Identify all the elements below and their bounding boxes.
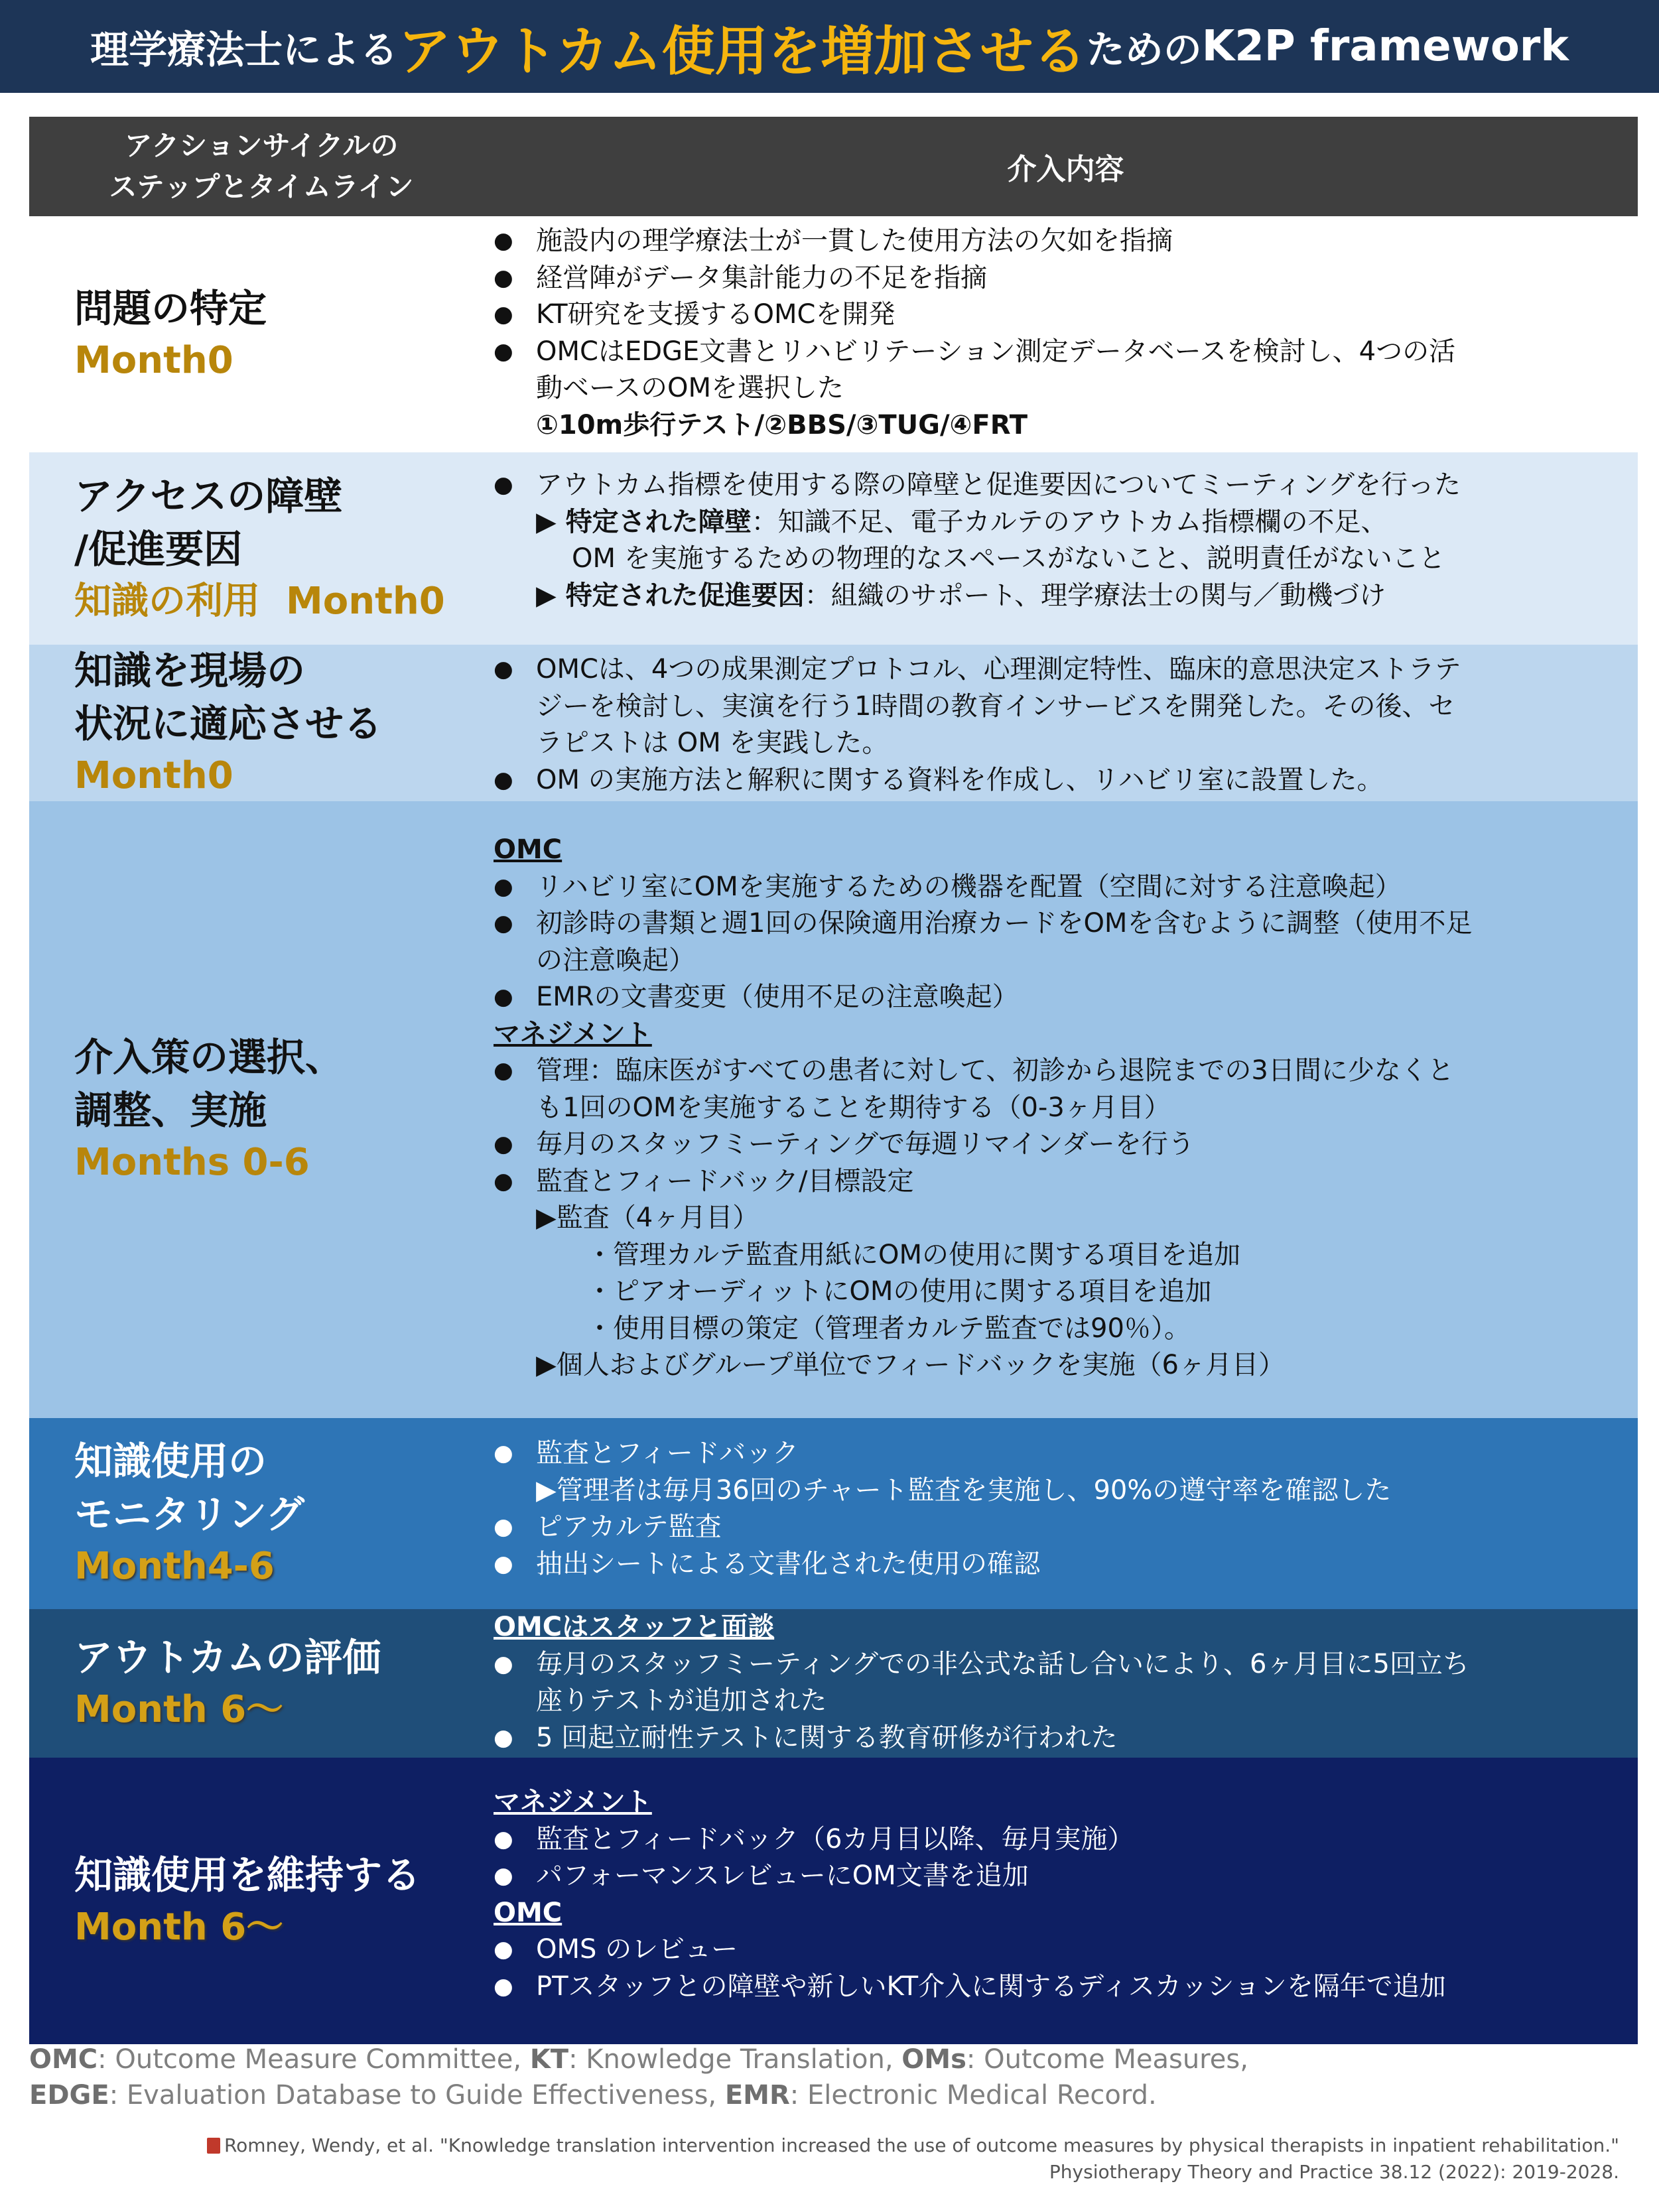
list-item: ● OMS のレビュー	[494, 1931, 1625, 1969]
step-label: 状況に適応させる	[74, 701, 383, 746]
item-text: パフォーマンスレビューにOM文書を追加	[536, 1860, 1029, 1891]
item-text: 経営陣がデータ集計能力の不足を指摘	[536, 262, 987, 293]
list-item: ● 施設内の理学療法士が一貫した使用方法の欠如を指摘	[494, 223, 1625, 260]
section-heading: OMCはスタッフと面談	[494, 1612, 775, 1642]
item-text: 毎月のスタッフミーティングで毎週リマインダーを行う	[536, 1129, 1195, 1159]
abbr-key: OMs	[901, 2044, 966, 2075]
item-text: 施設内の理学療法士が一貫した使用方法の欠如を指摘	[536, 226, 1173, 256]
content-cell	[494, 452, 1638, 645]
item-text: 初診時の書類と週1回の保険適用治療カードをOMを含むように調整（使用不足	[536, 908, 1473, 939]
step-label: 知識使用を維持する	[74, 1853, 421, 1898]
abbr-key: OMC	[29, 2044, 98, 2075]
list-item-cont: も1回のOMを実施することを期待する（0-3ヶ月目）	[536, 1092, 1171, 1123]
content-cell	[494, 1609, 1638, 1758]
list-item: ● アウトカム指標を使用する際の障壁と促進要因についてミーティングを行った	[494, 467, 1625, 504]
sub-item: ▶ 特定された障壁 ：知識不足、電子カルテのアウトカム指標欄の不足、	[494, 504, 1625, 541]
abbr-line1	[29, 2042, 1248, 2077]
table-row-problem	[29, 216, 1638, 452]
timeline-label: Month 6〜	[74, 1906, 284, 1949]
list-item: ● KT研究を支援するOMCを開発	[494, 296, 1625, 334]
abbr-value: : Knowledge Translation,	[568, 2044, 902, 2075]
list-item-cont: 動ベースのOMを選択した	[536, 373, 844, 403]
list-item: ● ピアカルテ監査	[494, 1509, 1625, 1546]
list-item: ● 5 回起立耐性テストに関する教育研修が行われた	[494, 1720, 1625, 1757]
section-heading: OMC	[494, 834, 563, 865]
list-item: ● EMRの文書変更（使用不足の注意喚起）	[494, 979, 1625, 1016]
abbr-value: : Outcome Measures,	[966, 2044, 1248, 2075]
list-item: ● パフォーマンスレビューにOM文書を追加	[494, 1858, 1625, 1895]
list-item-cont: ラピストは OM を実践した。	[536, 728, 889, 758]
item-text: 監査とフィードバック（6カ月目以降、毎月実施）	[536, 1823, 1134, 1854]
timeline-month: Month0	[286, 580, 445, 623]
step-cell	[29, 645, 494, 801]
step-label: 知識を現場の	[74, 648, 306, 693]
section-heading: OMC	[494, 1897, 563, 1928]
list-item: ● 経営陣がデータ集計能力の不足を指摘	[494, 260, 1625, 297]
item-text: 5 回起立耐性テストに関する教育研修が行われた	[536, 1722, 1118, 1753]
citation-line2: Physiotherapy Theory and Practice 38.12 (2022): 2019-2028.	[1049, 2161, 1619, 2183]
list-item: ● 毎月のスタッフミーティングで毎週リマインダーを行う	[494, 1126, 1625, 1163]
timeline-prefix: 知識の利用	[74, 580, 260, 623]
timeline-label: Month4-6	[74, 1545, 275, 1588]
sub-item: ▶管理者は毎月36回のチャート監査を実施し、90%の遵守率を確認した	[536, 1474, 1392, 1506]
item-text: 監査とフィードバック	[536, 1438, 799, 1468]
item-text: OMCはEDGE文書とリハビリテーション測定データベースを検討し、4つの活	[536, 336, 1456, 367]
list-item: ● 管理：臨床医がすべての患者に対して、初診から退院までの3日間に少なくと	[494, 1053, 1625, 1090]
list-item-cont: の注意喚起）	[536, 944, 695, 976]
abbr-key: EDGE	[29, 2080, 109, 2111]
sub-label: 特定された促進要因	[565, 580, 805, 611]
sub-sub-item: ・使用目標の策定（管理者カルテ監査では90％）。	[586, 1313, 1191, 1344]
item-text: ：組織のサポート、理学療法士の関与／動機づけ	[804, 580, 1386, 611]
step-cell	[29, 801, 494, 1418]
step-cell	[29, 1758, 494, 2044]
step-label: モニタリング	[74, 1492, 304, 1537]
list-item: ● 監査とフィードバック/目標設定	[494, 1163, 1625, 1201]
content-cell	[494, 801, 1638, 1418]
list-item: ● 毎月のスタッフミーティングでの非公式な話し合いにより、6ヶ月目に5回立ち	[494, 1646, 1625, 1683]
item-text: 毎月のスタッフミーティングでの非公式な話し合いにより、6ヶ月目に5回立ち	[536, 1648, 1469, 1679]
list-item: ● 監査とフィードバック（6カ月目以降、毎月実施）	[494, 1821, 1625, 1858]
header-col2: 介入内容	[1007, 153, 1124, 186]
title-part2: ための	[1086, 27, 1202, 72]
title-part3: K2P framework	[1201, 22, 1569, 71]
item-text: EMRの文書変更（使用不足の注意喚起）	[536, 982, 1019, 1012]
list-item: ● OM の実施方法と解釈に関する資料を作成し、リハビリ室に設置した。	[494, 762, 1625, 799]
section-heading: マネジメント	[494, 1018, 652, 1049]
timeline-label	[74, 576, 494, 627]
header-col1-line2: ステップとタイムライン	[109, 170, 414, 203]
item-text: KT研究を支援するOMCを開発	[536, 299, 896, 330]
book-icon	[207, 2138, 220, 2154]
abbr-value: : Evaluation Database to Guide Effectiveness,	[109, 2080, 725, 2111]
timeline-label: Months 0-6	[74, 1141, 310, 1184]
sub-item: ▶ 特定された促進要因 ：組織のサポート、理学療法士の関与／動機づけ	[494, 578, 1625, 615]
item-text: ：知識不足、電子カルテのアウトカム指標欄の不足、	[751, 506, 1388, 537]
table-row-adapt	[29, 645, 1638, 801]
abbr-key: KT	[529, 2044, 569, 2075]
item-text: OM の実施方法と解釈に関する資料を作成し、リハビリ室に設置した。	[536, 764, 1384, 795]
timeline-label: Month 6〜	[74, 1688, 284, 1731]
step-label: /促進要因	[74, 527, 243, 572]
table-header	[29, 117, 1638, 216]
step-cell	[29, 452, 494, 645]
list-item: ● 初診時の書類と週1回の保険適用治療カードをOMを含むように調整（使用不足	[494, 905, 1625, 943]
list-item-cont: ジーを検討し、実演を行う1時間の教育インサービスを開発した。その後、セ	[536, 690, 1455, 722]
step-label: 知識使用の	[74, 1439, 267, 1484]
step-label: アクセスの障壁	[74, 474, 343, 519]
list-item: ● PTスタッフとの障壁や新しいKT介入に関するディスカッションを隔年で追加	[494, 1969, 1625, 2006]
citation	[207, 2132, 1619, 2185]
content-cell	[494, 1758, 1638, 2044]
item-text: OMCは、4つの成果測定プロトコル、心理測定特性、臨床的意思決定ストラテ	[536, 654, 1461, 684]
table-row-intervention	[29, 801, 1638, 1418]
list-item-cont: 座りテストが追加された	[536, 1685, 827, 1716]
item-text: 監査とフィードバック/目標設定	[536, 1165, 914, 1197]
item-text: リハビリ室にOMを実施するための機器を配置（空間に対する注意喚起）	[536, 871, 1402, 902]
step-label: 介入策の選択、	[74, 1035, 344, 1080]
abbr-line2	[29, 2077, 1248, 2113]
sub-label: 特定された障壁	[565, 506, 752, 537]
item-text: 管理：臨床医がすべての患者に対して、初診から退院までの3日間に少なくと	[536, 1055, 1454, 1086]
step-cell	[29, 1609, 494, 1758]
title-highlight: アウトカム使用を増加させる	[398, 20, 1087, 82]
table-row-monitoring	[29, 1418, 1638, 1609]
timeline-label: Month0	[74, 339, 233, 382]
header-col1	[29, 125, 494, 208]
sub-item: ▶個人およびグループ単位でフィードバックを実施（6ヶ月目）	[536, 1350, 1286, 1380]
abbr-value: : Outcome Measure Committee,	[98, 2044, 530, 2075]
item-text: 抽出シートによる文書化された使用の確認	[536, 1548, 1040, 1579]
step-label: アウトカムの評価	[74, 1635, 381, 1680]
title-bar	[0, 0, 1659, 93]
step-label: 調整、実施	[74, 1088, 267, 1133]
step-cell	[29, 216, 494, 452]
list-item: ● OMCはEDGE文書とリハビリテーション測定データベースを検討し、4つの活	[494, 334, 1625, 371]
abbr-value: : Electronic Medical Record.	[789, 2080, 1157, 2111]
section-heading: マネジメント	[494, 1787, 652, 1817]
citation-line1	[207, 2132, 1619, 2159]
content-cell	[494, 645, 1638, 801]
sub-sub-item: ・ピアオーディットにOMの使用に関する項目を追加	[586, 1276, 1212, 1307]
content-cell	[494, 1418, 1638, 1609]
table-row-barriers	[29, 452, 1638, 645]
step-label: 問題の特定	[74, 286, 267, 331]
list-item: ● OMCは、4つの成果測定プロトコル、心理測定特性、臨床的意思決定ストラテ	[494, 651, 1625, 688]
table-row-sustain	[29, 1758, 1638, 2044]
sub-sub-item: ・管理カルテ監査用紙にOMの使用に関する項目を追加	[586, 1239, 1240, 1270]
table-row-evaluation	[29, 1609, 1638, 1758]
list-item-cont	[494, 407, 1625, 444]
list-item: ● 抽出シートによる文書化された使用の確認	[494, 1546, 1625, 1583]
item-text: PTスタッフとの障壁や新しいKT介入に関するディスカッションを隔年で追加	[536, 1971, 1446, 2002]
list-item: ● リハビリ室にOMを実施するための機器を配置（空間に対する注意喚起）	[494, 869, 1625, 906]
header-col1-line1: アクションサイクルの	[124, 129, 399, 162]
sub-item-cont: OM を実施するための物理的なスペースがないこと、説明責任がないこと	[572, 543, 1445, 574]
title-part1: 理学療法士による	[90, 27, 399, 72]
timeline-label: Month0	[74, 754, 233, 797]
abbr-key: EMR	[724, 2080, 790, 2111]
list-item: ● 監査とフィードバック	[494, 1435, 1625, 1472]
item-text: アウトカム指標を使用する際の障壁と促進要因についてミーティングを行った	[536, 470, 1461, 500]
content-cell	[494, 216, 1638, 452]
k2p-table	[29, 117, 1638, 2044]
abbreviations	[29, 2042, 1248, 2113]
step-cell	[29, 1418, 494, 1609]
citation-text: Romney, Wendy, et al. "Knowledge translation intervention increased the use of outcome measures by physical therapists in inpatient rehabilitation."	[224, 2134, 1619, 2156]
selected-measures: ①10m歩行テスト/②BBS/③TUG/④FRT	[536, 409, 1028, 440]
item-text: ピアカルテ監査	[536, 1512, 722, 1542]
item-text: OMS のレビュー	[536, 1934, 738, 1965]
sub-item: ▶監査（4ヶ月目）	[536, 1203, 760, 1233]
